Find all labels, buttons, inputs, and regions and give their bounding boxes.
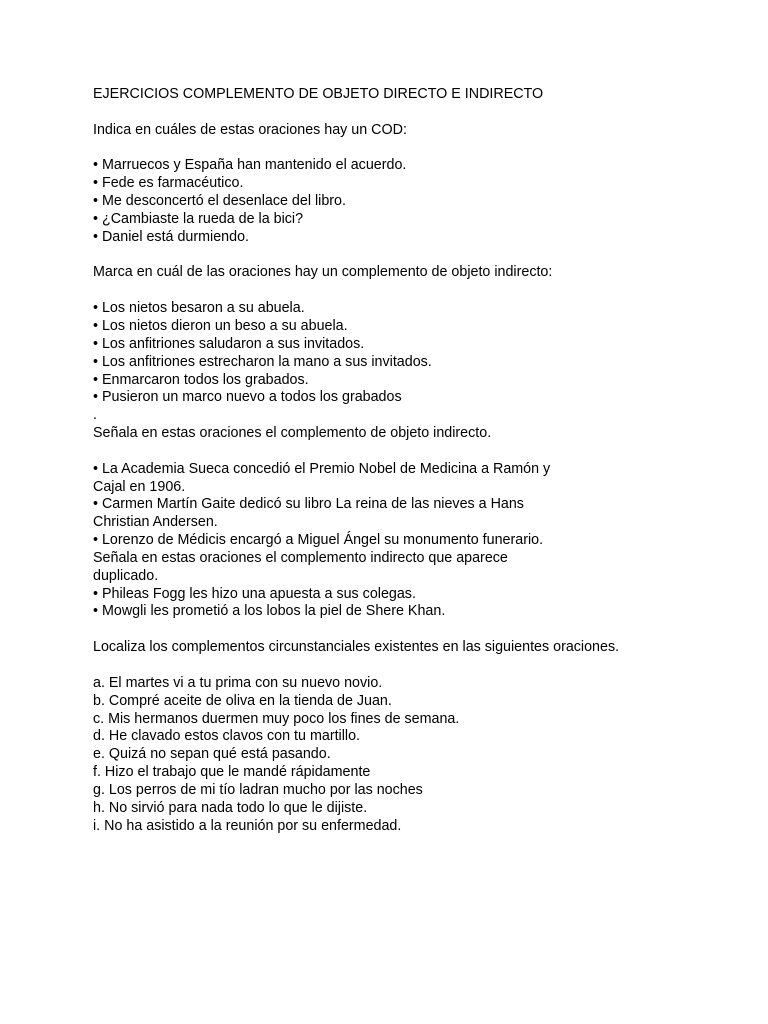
section3-list: [93, 461, 733, 622]
list-item: h. No sirvió para nada todo lo que le dijiste.: [93, 799, 368, 816]
section1-prompt: Indica en cuáles de estas oraciones hay un COD:: [93, 121, 407, 138]
section4-list: [93, 675, 733, 836]
list-item: • Marruecos y España han mantenido el acuerdo.: [93, 157, 407, 174]
list-line: duplicado.: [93, 567, 159, 584]
list-item: • Los nietos dieron un beso a su abuela.: [93, 317, 348, 334]
list-item: c. Mis hermanos duermen muy poco los fines de semana.: [93, 710, 460, 727]
list-item: i. No ha asistido a la reunión por su enfermedad.: [93, 817, 402, 834]
list-item: a. El martes vi a tu prima con su nuevo novio.: [93, 674, 383, 691]
list-item: • Los nietos besaron a su abuela.: [93, 300, 305, 317]
section1-list: [93, 157, 733, 246]
spacer: [93, 247, 733, 265]
list-line: Señala en estas oraciones el complemento indirecto que aparece: [93, 549, 508, 566]
document-title: EJERCICIOS COMPLEMENTO DE OBJETO DIRECTO E INDIRECTO: [93, 86, 544, 102]
list-item: g. Los perros de mi tío ladran mucho por las noches: [93, 781, 423, 798]
list-item: f. Hizo el trabajo que le mandé rápidamente: [93, 764, 371, 781]
list-item: e. Quizá no sepan qué está pasando.: [93, 746, 331, 763]
trailing-dot: .: [93, 407, 97, 424]
list-line: • Carmen Martín Gaite dedicó su libro La reina de las nieves a Hans: [93, 496, 524, 513]
spacer: [93, 282, 733, 300]
list-line: • Phileas Fogg les hizo una apuesta a sus colegas.: [93, 585, 416, 602]
list-item: • ¿Cambiaste la rueda de la bici?: [93, 210, 304, 227]
list-item: • Los anfitriones saludaron a sus invitados.: [93, 335, 365, 352]
list-line: • Mowgli les prometió a los lobos la piel de Shere Khan.: [93, 603, 446, 620]
section2-prompt: Marca en cuál de las oraciones hay un complemento de objeto indirecto:: [93, 264, 553, 281]
list-line: • Lorenzo de Médicis encargó a Miguel Ángel su monumento funerario.: [93, 532, 544, 549]
document-body: [93, 86, 733, 835]
list-line: • La Academia Sueca concedió el Premio Nobel de Medicina a Ramón y: [93, 460, 551, 477]
list-line: Christian Andersen.: [93, 514, 218, 531]
list-item: • Daniel está durmiendo.: [93, 228, 250, 245]
spacer: [93, 621, 733, 639]
list-item: b. Compré aceite de oliva en la tienda de Juan.: [93, 692, 392, 709]
list-item: • Pusieron un marco nuevo a todos los grabados: [93, 389, 402, 406]
list-item: • Me desconcertó el desenlace del libro.: [93, 193, 346, 210]
list-item: • Los anfitriones estrecharon la mano a sus invitados.: [93, 353, 432, 370]
spacer: [93, 657, 733, 675]
spacer: [93, 443, 733, 461]
section4-prompt: Localiza los complementos circunstanciales existentes en las siguientes oraciones.: [93, 639, 620, 656]
section2-list: [93, 300, 733, 407]
list-item: • Fede es farmacéutico.: [93, 175, 244, 192]
list-item: • Enmarcaron todos los grabados.: [93, 371, 309, 388]
list-item: d. He clavado estos clavos con tu martillo.: [93, 728, 360, 745]
list-line: Cajal en 1906.: [93, 478, 186, 495]
spacer: [93, 104, 733, 122]
section3-prompt: Señala en estas oraciones el complemento de objeto indirecto.: [93, 425, 492, 442]
spacer: [93, 140, 733, 158]
